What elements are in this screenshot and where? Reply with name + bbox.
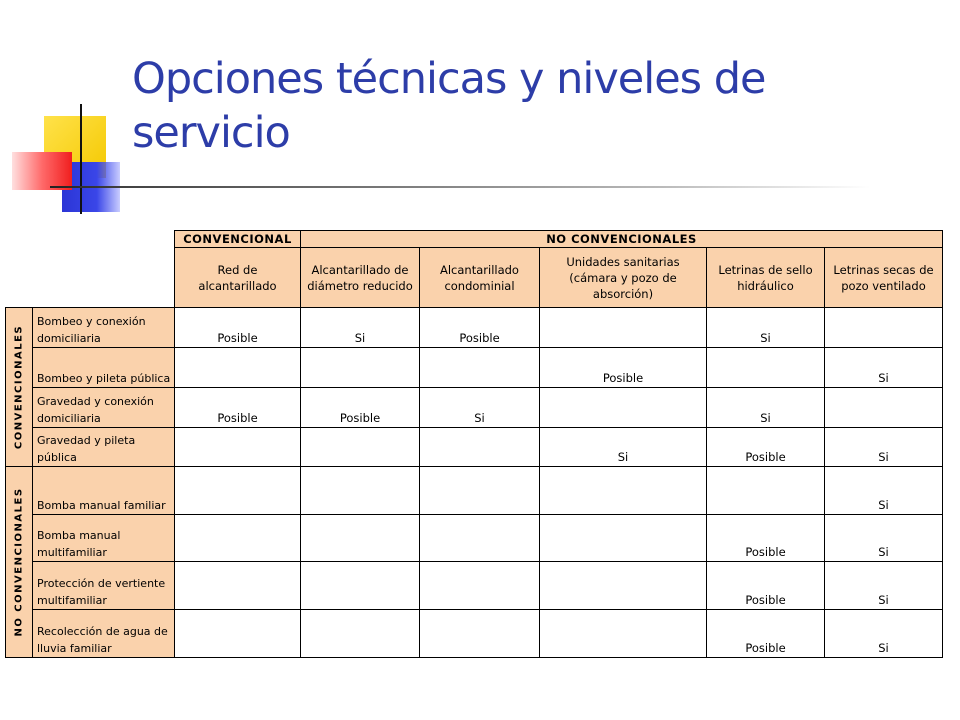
row-group-label: NO CONVENCIONALES bbox=[13, 487, 25, 637]
table-cell: Si bbox=[825, 348, 943, 388]
table-cell bbox=[707, 467, 825, 515]
group-header-row bbox=[6, 231, 943, 248]
table-cell: Posible bbox=[707, 428, 825, 467]
table-cell bbox=[825, 388, 943, 428]
table-cell: Posible bbox=[175, 388, 301, 428]
slide-title: Opciones técnicas y niveles de servicio bbox=[132, 54, 766, 158]
table-cell bbox=[301, 562, 420, 610]
decor-red-bar bbox=[12, 152, 72, 190]
decor-vertical-line bbox=[80, 104, 82, 214]
table-cell bbox=[420, 467, 540, 515]
table-row bbox=[6, 515, 943, 562]
table-cell bbox=[175, 428, 301, 467]
table-row bbox=[6, 308, 943, 348]
table-cell: Si bbox=[540, 428, 707, 467]
table-cell: Si bbox=[825, 610, 943, 658]
table-cell bbox=[301, 515, 420, 562]
table-cell bbox=[175, 562, 301, 610]
column-header: Letrinas secas de pozo ventilado bbox=[825, 248, 943, 308]
column-header: Alcantarillado condominial bbox=[420, 248, 540, 308]
table-cell bbox=[825, 308, 943, 348]
column-header: Alcantarillado de diámetro reducido bbox=[301, 248, 420, 308]
table-cell bbox=[175, 515, 301, 562]
group-header-convencional: CONVENCIONAL bbox=[175, 231, 301, 248]
table-row bbox=[6, 467, 943, 515]
row-label: Bombeo y conexión domiciliaria bbox=[33, 308, 175, 348]
row-label: Bomba manual multifamiliar bbox=[33, 515, 175, 562]
table-cell bbox=[540, 467, 707, 515]
table-cell bbox=[420, 348, 540, 388]
table-cell bbox=[420, 562, 540, 610]
table-cell bbox=[420, 610, 540, 658]
row-group-label: CONVENCIONALES bbox=[13, 324, 25, 450]
table-cell bbox=[301, 610, 420, 658]
row-label: Recolección de agua de lluvia familiar bbox=[33, 610, 175, 658]
table-row bbox=[6, 348, 943, 388]
table-cell: Si bbox=[420, 388, 540, 428]
table-row bbox=[6, 562, 943, 610]
table-cell: Si bbox=[825, 467, 943, 515]
column-header: Unidades sanitarias (cámara y pozo de absorción) bbox=[540, 248, 707, 308]
title-underline bbox=[50, 186, 870, 188]
corner-blank bbox=[6, 231, 175, 308]
table-cell bbox=[540, 562, 707, 610]
row-label: Protección de vertiente multifamiliar bbox=[33, 562, 175, 610]
table-cell: Si bbox=[707, 388, 825, 428]
table-cell bbox=[707, 348, 825, 388]
table-row bbox=[6, 610, 943, 658]
table-cell: Si bbox=[301, 308, 420, 348]
table-cell: Posible bbox=[707, 562, 825, 610]
table-row bbox=[6, 428, 943, 467]
table-cell bbox=[540, 388, 707, 428]
row-label: Bombeo y pileta pública bbox=[33, 348, 175, 388]
table-row bbox=[6, 388, 943, 428]
table-cell bbox=[420, 515, 540, 562]
row-label: Gravedad y pileta pública bbox=[33, 428, 175, 467]
row-group-no-convencionales bbox=[6, 467, 33, 658]
table-cell bbox=[301, 348, 420, 388]
table-cell: Si bbox=[825, 515, 943, 562]
table-cell: Posible bbox=[540, 348, 707, 388]
table-cell bbox=[540, 610, 707, 658]
options-table bbox=[5, 230, 943, 658]
table-cell bbox=[175, 467, 301, 515]
table-cell bbox=[175, 348, 301, 388]
table-cell: Si bbox=[825, 562, 943, 610]
row-label: Bomba manual familiar bbox=[33, 467, 175, 515]
table-cell: Posible bbox=[707, 610, 825, 658]
row-label: Gravedad y conexión domiciliaria bbox=[33, 388, 175, 428]
table-cell bbox=[175, 610, 301, 658]
table-cell: Si bbox=[825, 428, 943, 467]
row-group-convencionales bbox=[6, 308, 33, 467]
table-cell bbox=[420, 428, 540, 467]
group-header-no-convencionales: NO CONVENCIONALES bbox=[301, 231, 943, 248]
table-cell bbox=[540, 515, 707, 562]
column-header: Red de alcantarillado bbox=[175, 248, 301, 308]
table-cell: Posible bbox=[175, 308, 301, 348]
table-cell bbox=[540, 308, 707, 348]
table-cell bbox=[301, 467, 420, 515]
table-cell bbox=[301, 428, 420, 467]
table-cell: Si bbox=[707, 308, 825, 348]
table-cell: Posible bbox=[301, 388, 420, 428]
table-cell: Posible bbox=[420, 308, 540, 348]
column-header: Letrinas de sello hidráulico bbox=[707, 248, 825, 308]
table-cell: Posible bbox=[707, 515, 825, 562]
